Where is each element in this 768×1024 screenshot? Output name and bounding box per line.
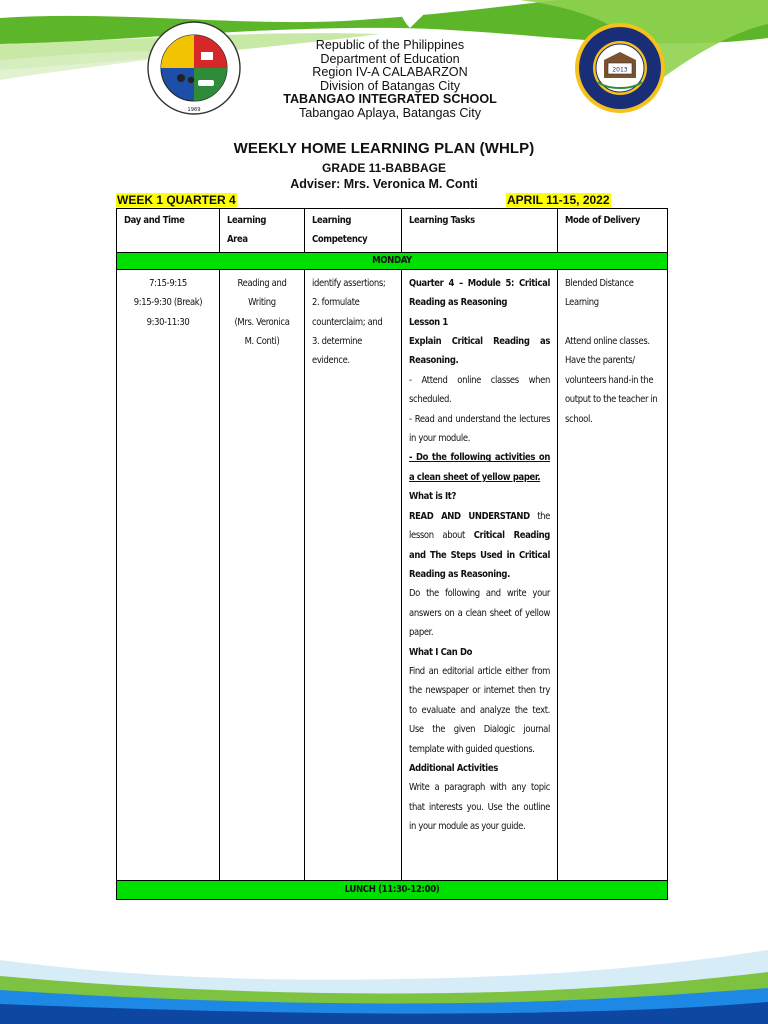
read-mid: the lesson about xyxy=(409,510,550,542)
header-day-time: Day and Time xyxy=(117,209,220,253)
school-seal-year: 2013 xyxy=(612,66,628,74)
area-line: Writing xyxy=(248,297,276,309)
grade-section: GRADE 11-BABBAGE xyxy=(321,161,447,175)
can-do-text: Find an editorial article either from the newspaper or internet then try to evaluate and analyze the text. Use the given Dialogic journal template with guided questions. xyxy=(409,665,550,755)
header-mode-of-delivery: Mode of Delivery xyxy=(558,209,668,253)
task-instruction: Do the following and write your answers on a clean sheet of yellow paper. xyxy=(409,588,550,639)
area-line: Reading and xyxy=(237,277,287,289)
school-address: Tabangao Aplaya, Batangas City xyxy=(298,105,482,120)
section-what-is-it: What is It? xyxy=(409,491,457,503)
seal-year: 1969 xyxy=(187,107,201,113)
header-learning-competency: Learning Competency xyxy=(305,209,402,253)
lunch-band: LUNCH (11:30-12:00) xyxy=(117,880,668,899)
cell-mode-of-delivery xyxy=(558,269,668,880)
time-slot: 9:15-9:30 (Break) xyxy=(133,297,203,309)
delivery-note: Attend online classes. Have the parents/ volunteers hand-in the output to the teacher in school. xyxy=(565,336,658,425)
letterhead xyxy=(240,39,540,121)
lesson-title: Explain Critical Reading as Reasoning. xyxy=(409,336,550,367)
competency-line: 3. determine xyxy=(312,336,362,348)
table-row xyxy=(117,269,668,880)
letterhead-line: Division of Batangas City xyxy=(320,78,460,93)
cell-learning-area xyxy=(220,269,305,880)
document-title: WEEKLY HOME LEARNING PLAN (WHLP) xyxy=(233,140,535,157)
area-line: M. Conti) xyxy=(244,336,280,348)
day-band: MONDAY xyxy=(117,252,668,269)
letterhead-line: Republic of the Philippines xyxy=(315,38,465,52)
additional-text: Write a paragraph with any topic that interests you. Use the outline in your module as your guide. xyxy=(409,782,550,833)
letterhead-line: Region IV-A CALABARZON xyxy=(312,65,468,80)
task-bullet-emphasis: - Do the following activities on a clean sheet of yellow paper. xyxy=(409,452,550,483)
week-quarter-label: WEEK 1 QUARTER 4 xyxy=(117,193,236,207)
competency-line: counterclaim; and xyxy=(312,316,383,328)
letterhead-line: Department of Education xyxy=(320,51,460,66)
footer-decoration xyxy=(0,940,768,1024)
read-topic: Critical Reading and The Steps Used in Critical Reading as Reasoning. xyxy=(409,530,550,580)
competency-line: evidence. xyxy=(312,355,350,367)
section-additional-activities: Additional Activities xyxy=(409,762,498,774)
task-bullet: - Attend online classes when scheduled. xyxy=(409,374,550,406)
task-bullet: - Read and understand the lectures in your module. xyxy=(409,413,550,445)
school-name: TABANGAO INTEGRATED SCHOOL xyxy=(283,92,497,107)
division-seal-icon xyxy=(146,20,242,116)
date-range-label: APRIL 11-15, 2022 xyxy=(507,193,610,207)
header-learning-tasks: Learning Tasks xyxy=(402,209,558,253)
competency-line: 2. formulate xyxy=(312,297,360,309)
delivery-mode: Learning xyxy=(565,297,599,309)
lesson-number: Lesson 1 xyxy=(409,316,448,328)
read-lead: READ AND UNDERSTAND xyxy=(409,510,530,522)
adviser: Adviser: Mrs. Veronica M. Conti xyxy=(290,177,478,191)
header-learning-area: Learning Area xyxy=(220,209,305,253)
lunch-band-row xyxy=(117,880,668,899)
cell-learning-tasks xyxy=(402,269,558,880)
spacer xyxy=(565,313,660,332)
section-what-i-can-do: What I Can Do xyxy=(409,646,473,658)
cell-learning-competency xyxy=(305,269,402,880)
time-slot: 7:15-9:15 xyxy=(149,277,187,289)
competency-line: identify assertions; xyxy=(312,277,386,289)
module-title: Quarter 4 – Module 5: Critical Reading as Reasoning xyxy=(409,277,550,309)
school-seal-icon xyxy=(574,22,666,114)
day-band-row xyxy=(117,252,668,269)
cell-day-time xyxy=(117,269,220,880)
area-line: (Mrs. Veronica xyxy=(234,316,290,328)
learning-plan-table xyxy=(116,208,668,900)
time-slot: 9:30-11:30 xyxy=(146,316,190,328)
table-header-row xyxy=(117,209,668,253)
delivery-mode: Blended Distance xyxy=(565,277,634,289)
